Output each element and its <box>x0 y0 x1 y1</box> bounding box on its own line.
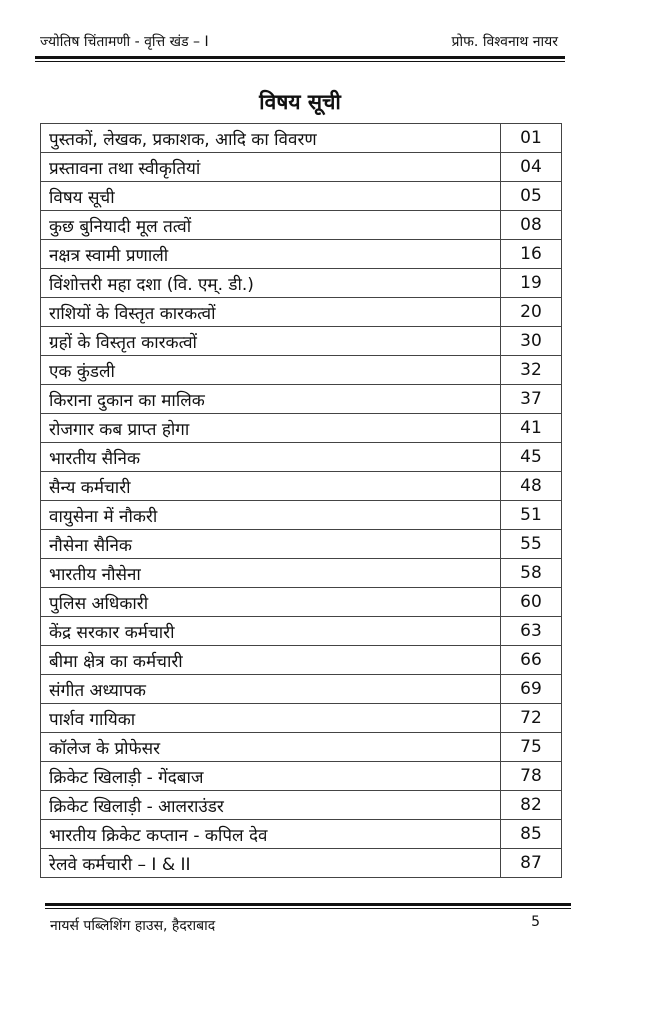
table-row <box>41 240 562 269</box>
chapter-page: 78 <box>501 762 562 791</box>
contents-table-body <box>41 124 562 878</box>
chapter-page: 60 <box>501 588 562 617</box>
table-row <box>41 414 562 443</box>
chapter-title: विषय सूची <box>41 182 501 211</box>
table-row <box>41 211 562 240</box>
table-row <box>41 559 562 588</box>
table-row <box>41 472 562 501</box>
chapter-page: 72 <box>501 704 562 733</box>
chapter-title: पुलिस अधिकारी <box>41 588 501 617</box>
contents-table <box>40 123 562 878</box>
table-row <box>41 356 562 385</box>
chapter-title: सैन्य कर्मचारी <box>41 472 501 501</box>
table-row <box>41 153 562 182</box>
chapter-page: 58 <box>501 559 562 588</box>
chapter-page: 05 <box>501 182 562 211</box>
chapter-page: 55 <box>501 530 562 559</box>
chapter-page: 16 <box>501 240 562 269</box>
table-row <box>41 327 562 356</box>
chapter-page: 20 <box>501 298 562 327</box>
chapter-title: भारतीय क्रिकेट कप्तान - कपिल देव <box>41 820 501 849</box>
chapter-title: भारतीय सैनिक <box>41 443 501 472</box>
chapter-page: 37 <box>501 385 562 414</box>
table-row <box>41 733 562 762</box>
chapter-title: रेलवे कर्मचारी – I & II <box>41 849 501 878</box>
chapter-page: 01 <box>501 124 562 153</box>
chapter-page: 51 <box>501 501 562 530</box>
chapter-page: 48 <box>501 472 562 501</box>
chapter-page: 41 <box>501 414 562 443</box>
table-row <box>41 762 562 791</box>
table-row <box>41 443 562 472</box>
table-row <box>41 501 562 530</box>
chapter-page: 69 <box>501 675 562 704</box>
table-row <box>41 820 562 849</box>
chapter-page: 75 <box>501 733 562 762</box>
table-row <box>41 849 562 878</box>
table-row <box>41 646 562 675</box>
chapter-title: विंशोत्तरी महा दशा (वि. एम्. डी.) <box>41 269 501 298</box>
chapter-title: क्रिकेट खिलाड़ी - गेंदबाज <box>41 762 501 791</box>
chapter-page: 08 <box>501 211 562 240</box>
table-row <box>41 588 562 617</box>
chapter-page: 45 <box>501 443 562 472</box>
chapter-title: बीमा क्षेत्र का कर्मचारी <box>41 646 501 675</box>
chapter-title: कुछ बुनियादी मूल तत्वों <box>41 211 501 240</box>
chapter-page: 87 <box>501 849 562 878</box>
chapter-title: क्रिकेट खिलाड़ी - आलराउंडर <box>41 791 501 820</box>
chapter-title: पार्शव गायिका <box>41 704 501 733</box>
chapter-title: पुस्तकों, लेखक, प्रकाशक, आदि का विवरण <box>41 124 501 153</box>
chapter-title: किराना दुकान का मालिक <box>41 385 501 414</box>
table-row <box>41 385 562 414</box>
publisher-name: नायर्स पब्लिशिंग हाउस, हैदराबाद <box>50 918 216 934</box>
table-row <box>41 530 562 559</box>
table-row <box>41 617 562 646</box>
page-header <box>40 30 560 54</box>
footer-rule <box>45 903 571 909</box>
header-rule <box>35 56 565 62</box>
chapter-title: एक कुंडली <box>41 356 501 385</box>
table-row <box>41 791 562 820</box>
chapter-title: ग्रहों के विस्तृत कारकत्वों <box>41 327 501 356</box>
chapter-page: 04 <box>501 153 562 182</box>
chapter-page: 32 <box>501 356 562 385</box>
chapter-page: 30 <box>501 327 562 356</box>
chapter-title: केंद्र सरकार कर्मचारी <box>41 617 501 646</box>
chapter-title: संगीत अध्यापक <box>41 675 501 704</box>
table-row <box>41 675 562 704</box>
table-row <box>41 269 562 298</box>
chapter-title: राशियों के विस्तृत कारकत्वों <box>41 298 501 327</box>
table-row <box>41 124 562 153</box>
chapter-title: रोजगार कब प्राप्त होगा <box>41 414 501 443</box>
chapter-title: कॉलेज के प्रोफेसर <box>41 733 501 762</box>
chapter-title: नक्षत्र स्वामी प्रणाली <box>41 240 501 269</box>
chapter-title: वायुसेना में नौकरी <box>41 501 501 530</box>
chapter-title: प्रस्तावना तथा स्वीकृतियां <box>41 153 501 182</box>
chapter-page: 66 <box>501 646 562 675</box>
book-title: ज्योतिष चिंतामणी - वृत्ति खंड – I <box>40 34 209 50</box>
author-name: प्रोफ. विश्वनाथ नायर <box>451 34 558 50</box>
page-number: 5 <box>531 914 540 930</box>
chapter-page: 85 <box>501 820 562 849</box>
chapter-page: 63 <box>501 617 562 646</box>
table-row <box>41 182 562 211</box>
chapter-title: भारतीय नौसेना <box>41 559 501 588</box>
chapter-page: 19 <box>501 269 562 298</box>
chapter-page: 82 <box>501 791 562 820</box>
page-title: विषय सूची <box>259 90 341 114</box>
table-row <box>41 704 562 733</box>
chapter-title: नौसेना सैनिक <box>41 530 501 559</box>
table-row <box>41 298 562 327</box>
